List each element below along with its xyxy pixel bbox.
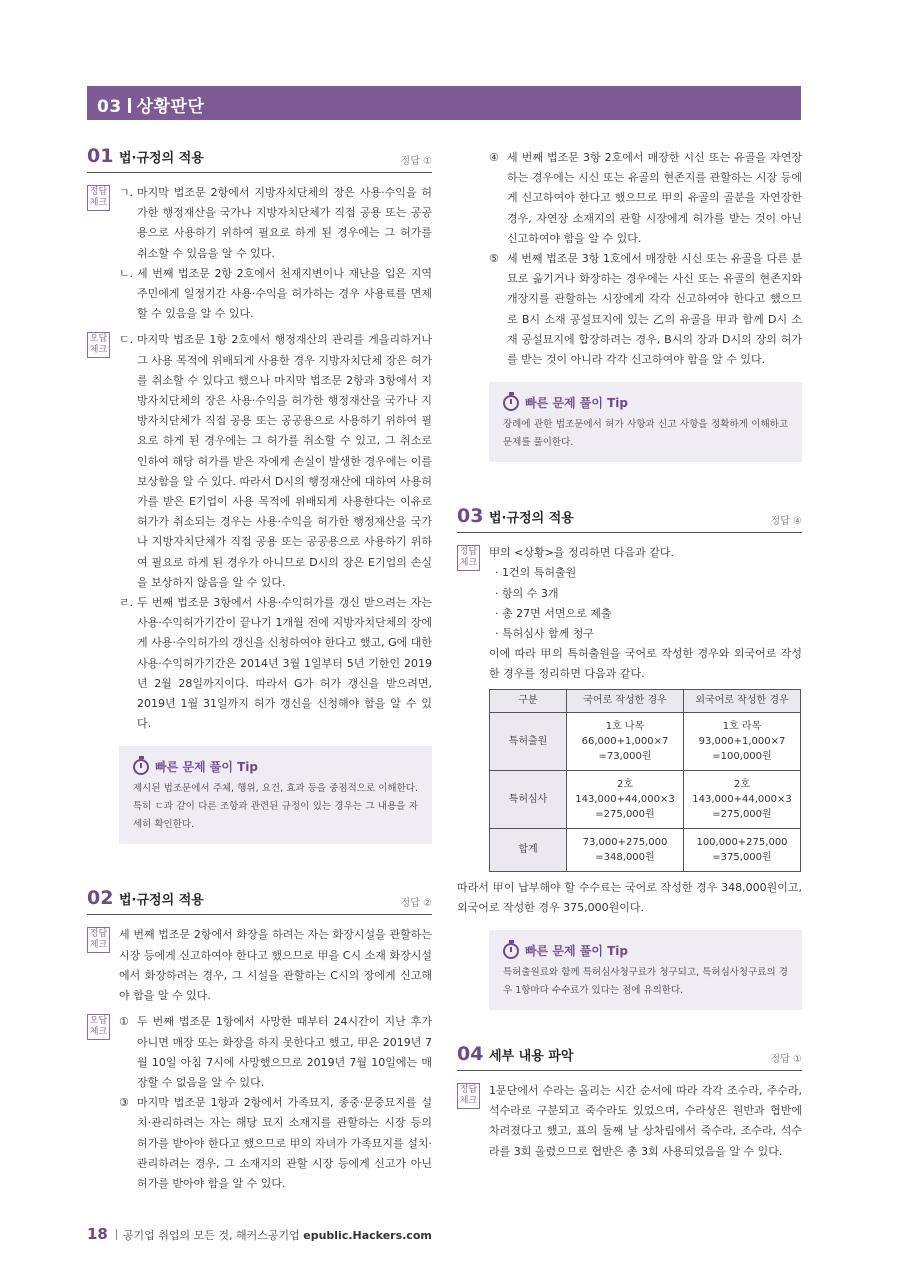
section-number: 04	[457, 1043, 484, 1066]
table-row	[490, 828, 801, 871]
explanation-item: ㄴ. 세 번째 법조문 2항 2호에서 천재지변이나 재난을 입은 지역주민에게 일정기간 사용·수익을 허가하는 경우 사용료를 면제할 수 있음을 알 수 있다.	[119, 266, 432, 321]
section-number: 02	[87, 887, 114, 910]
explanation-item: ㄱ. 마지막 법조문 2항에서 지방자치단체의 장은 사용·수익을 허가한 행정재산을 국가나 지방자치단체가 직접 공용 또는 공공용으로 사용하기 위하여 필요로 하게 된 경우에는 그 허가를 취소할 수 있음을 알 수 있다.	[119, 186, 432, 260]
banner-title: 상황판단	[136, 97, 205, 117]
list-item: · 1건의 특허출원	[495, 566, 577, 580]
tip-text: 장례에 관한 법조문에서 허가 사항과 신고 사항을 정확하게 이해하고 문제를 풀이한다.	[503, 419, 788, 449]
stopwatch-icon	[503, 395, 519, 411]
table-cell: 1호 나목 66,000+1,000×7 =73,000원	[567, 712, 684, 770]
table-header: 외국어로 작성한 경우	[684, 689, 801, 712]
banner-separator	[128, 98, 131, 113]
table-cell: 100,000+275,000 =375,000원	[684, 828, 801, 871]
correct-check-block	[87, 925, 432, 1006]
wrong-check-block	[87, 1012, 432, 1194]
explanation-text: 이에 따라 甲의 특허출원을 국어로 작성한 경우와 외국어로 작성한 경우를 정리하면 다음과 같다.	[489, 647, 802, 681]
tip-box	[119, 746, 432, 844]
stopwatch-icon	[133, 759, 149, 775]
intro-text: 甲의 <상황>을 정리하면 다음과 같다.	[489, 546, 675, 560]
explanation-text: 1문단에서 수라는 올리는 시간 순서에 따라 각각 조수라, 주수라, 석수라로 구분되고 죽수라도 있었으며, 수라상은 원반과 협반에 차려졌다고 했고, 표의 둘째 날 상차림에서 죽수라, 조수라, 석수라를 3회 올렸으므로 협반은 총 3회 사용되었음을 알 수 있다.	[489, 1084, 802, 1158]
wrong-check-tag: 오답 체크	[87, 1014, 110, 1040]
tip-box	[489, 382, 802, 462]
tip-text: 특허출원료와 함께 특허심사청구료가 청구되고, 특허심사청구료의 경우 1항마다 수수료가 있다는 점에 유의한다.	[503, 967, 788, 997]
table-cell: 1호 라목 93,000+1,000×7 =100,000원	[684, 712, 801, 770]
section-04-header	[457, 1043, 802, 1071]
correct-check-block	[457, 543, 802, 918]
list-item: · 항의 수 3개	[495, 586, 559, 600]
tip-text: 제시된 법조문에서 주체, 행위, 요건, 효과 등을 중점적으로 이해한다. 특히 ㄷ과 같이 다른 조항과 관련된 규정이 있는 경우는 그 내용을 자세히 확인한다.	[133, 783, 418, 831]
correct-check-block	[457, 1081, 802, 1162]
explanation-item: ① 두 번째 법조문 1항에서 사망한 때부터 24시간이 지난 후가 아니면 매장 또는 화장을 하지 못한다고 했고, 甲은 2019년 7월 10일 아침 7시에 사망했으므로 2019년 7월 10일에는 매장할 수 없음을 알 수 있다.	[119, 1015, 432, 1089]
footer-separator	[116, 1229, 117, 1240]
explanation-item: ㄹ. 두 번째 법조문 3항에서 사용·수익허가를 갱신 받으려는 자는 사용·수익허가기간이 끝나기 1개월 전에 지방자치단체의 장에게 사용·수익허가의 갱신을 신청하여야 한다고 했고, G에 대한 사용·수익허가기간은 2014년 3월 1일부터 5년 기한인 2019년 2월 28일까지이다. 따라서 G가 허가 갱신을 받으려면, 2019년 1월 31일까지 허가 갱신을 신청해야 함을 알 수 있다.	[119, 596, 433, 731]
right-column	[457, 148, 802, 1162]
table-row	[490, 712, 801, 770]
explanation-text: 세 번째 법조문 2항에서 화장을 하려는 자는 화장시설을 관할하는 시장 등에게 신고하여야 한다고 했으므로 甲을 C시 소재 화장시설에서 화장하려는 경우, 그 시설을 관할하는 C시의 장에게 신고해야 함을 알 수 있다.	[119, 928, 432, 1003]
fee-table	[489, 689, 801, 872]
row-label: 합계	[490, 828, 567, 871]
page-footer	[87, 1225, 432, 1243]
section-title: 법·규정의 적용	[119, 151, 204, 166]
wrong-check-block	[87, 330, 432, 734]
section-02-header	[87, 887, 432, 915]
correct-check-tag: 정답 체크	[87, 185, 110, 211]
row-label: 특허심사	[490, 770, 567, 828]
correct-check-tag: 정답 체크	[87, 927, 110, 953]
table-cell: 2호 143,000+44,000×3 =275,000원	[567, 770, 684, 828]
section-title: 법·규정의 적용	[489, 511, 574, 527]
banner-number: 03	[97, 97, 122, 117]
tip-title: 빠른 문제 풀이 Tip	[503, 942, 788, 960]
table-row	[490, 770, 801, 828]
tip-box	[489, 930, 802, 1010]
list-item: · 특허심사 함께 청구	[495, 627, 595, 641]
tip-title: 빠른 문제 풀이 Tip	[503, 394, 788, 412]
table-header-row	[490, 689, 801, 712]
answer-label: 정답 ①	[400, 156, 432, 167]
answer-label: 정답 ④	[770, 516, 802, 528]
footer-site: epublic.Hackers.com	[303, 1229, 432, 1242]
explanation-item: ③ 마지막 법조문 1항과 2항에서 가족묘지, 종중·문중묘지를 설치·관리하려는 자는 해당 묘지 소재지를 관할하는 시장 등의 허가를 받아야 한다고 했으므로 甲의 자녀가 가족묘지를 설치·관리하려는 경우, 그 소재지의 관할 시장 등에게 신고가 아닌 허가를 받아야 함을 알 수 있다.	[119, 1096, 432, 1190]
tip-title: 빠른 문제 풀이 Tip	[133, 758, 418, 776]
list-item: · 총 27면 서면으로 제출	[495, 606, 612, 620]
answer-label: 정답 ①	[770, 1054, 802, 1066]
section-03-header	[457, 505, 802, 533]
table-header: 구분	[490, 689, 567, 712]
explanation-item: ⑤ 세 번째 법조문 3항 1호에서 매장한 시신 또는 유골을 다른 분묘로 옮기거나 화장하는 경우에는 사신 또는 유골의 현존지와 개장지를 관할하는 시장에게 각각 신고하여야 한다고 했으므로 B시 소재 공설묘지에 있는 乙의 유골을 甲과 함께 D시 소재 공설묘지에 합장하려는 경우, B시의 장과 D시의 장의 허가를 받는 것이 아니라 각각 신고하여야 함을 알 수 있다.	[489, 252, 802, 367]
footer-text: 공기업 취업의 모든 것, 해커스공기업	[122, 1229, 300, 1242]
correct-check-tag: 정답 체크	[457, 1083, 480, 1109]
correct-check-block	[87, 183, 432, 324]
correct-check-tag: 정답 체크	[457, 545, 480, 571]
table-cell: 73,000+275,000 =348,000원	[567, 828, 684, 871]
explanation-item: ④ 세 번째 법조문 3항 2호에서 매장한 시신 또는 유골을 자연장하는 경우에는 시신 또는 유골의 현존지를 관할하는 시장 등에게 신고하여야 한다고 했으므로 甲의 유골의 골분을 자연장한 경우, 자연장 소재지의 관할 시장에게 허가를 받는 것이 아닌 신고하여야 함을 알 수 있다.	[489, 151, 802, 245]
section-number: 01	[87, 145, 114, 167]
conclusion-text: 따라서 甲이 납부해야 할 수수료는 국어로 작성한 경우 348,000원이고, 외국어로 작성한 경우 375,000원이다.	[457, 880, 802, 914]
section-01-header	[87, 145, 432, 173]
stopwatch-icon	[503, 943, 519, 959]
left-column	[87, 145, 433, 1194]
explanation-item: ㄷ. 마지막 법조문 1항 2호에서 행정재산의 관리를 게을리하거나 그 사용 목적에 위배되게 사용한 경우 지방자치단체 장은 허가를 취소할 수 있다고 했으나 마지막 법조문 2항과 3항에서 지방자치단체의 장은 사용·수익을 허가한 행정재산을 국가나 지방자치단체가 직접 공용 또는 공공용으로 사용하기 위하여 필요로 하게 된 경우에는 그 허가를 취소할 수 있고, 그 취소로 인하여 해당 허가를 받은 자에게 손실이 발생한 경우에는 이를 보상함을 알 수 있다. 따라서 D시의 행정재산에 대하여 사용허가를 받은 E기업이 사용 목적에 위배되게 사용한다는 이유로 허가가 취소되는 경우는 사용·수익을 허가한 행정재산을 국가나 지방자치단체가 직접 공용 또는 공공용으로 사용하기 위하여 필요로 하게 된 경우가 아니므로 D시의 장은 E기업의 손실을 보상하지 않음을 알 수 있다.	[119, 333, 432, 589]
banner-text	[97, 92, 204, 117]
page-number: 18	[87, 1225, 108, 1243]
table-cell: 2호 143,000+44,000×3 =275,000원	[684, 770, 801, 828]
section-number: 03	[457, 505, 484, 528]
answer-label: 정답 ②	[400, 898, 432, 910]
wrong-check-tag: 오답 체크	[87, 332, 110, 358]
section-title: 법·규정의 적용	[119, 893, 204, 909]
section-title: 세부 내용 파악	[489, 1049, 574, 1065]
continued-block	[457, 148, 802, 370]
row-label: 특허출원	[490, 712, 567, 770]
section-banner	[87, 86, 801, 120]
table-header: 국어로 작성한 경우	[567, 689, 684, 712]
